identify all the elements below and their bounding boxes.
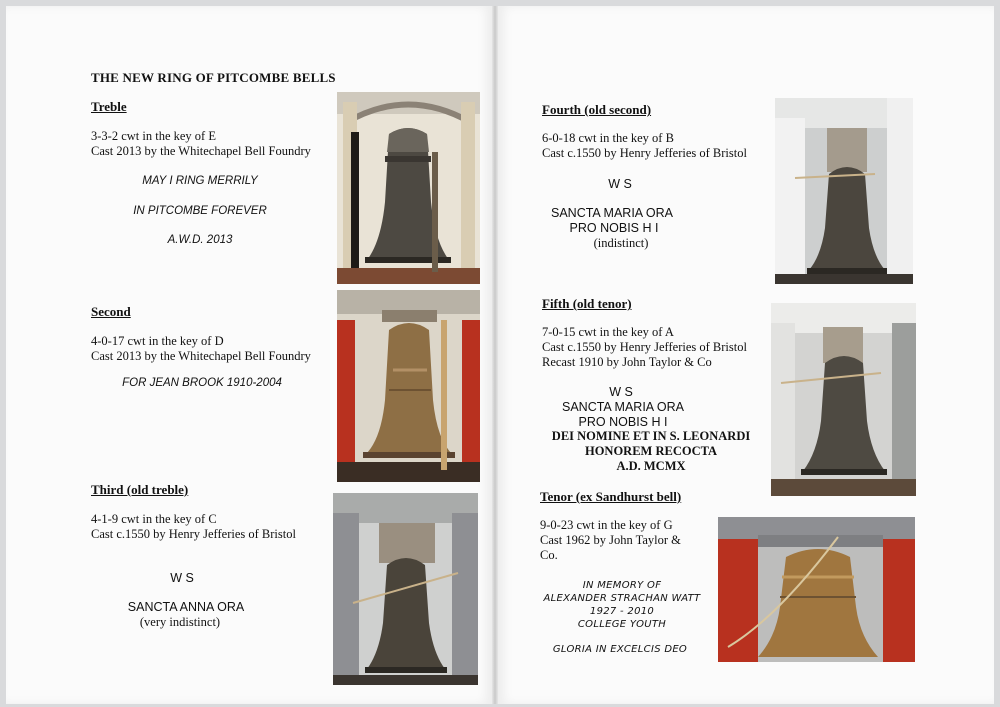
third-heading: Third (old treble) [91, 482, 189, 497]
fourth-note: (indistinct) [593, 236, 649, 250]
fifth-heading: Fifth (old tenor) [542, 296, 632, 311]
third-mark: W S [170, 571, 194, 585]
fourth-inscription-1: SANCTA MARIA ORA [550, 206, 674, 220]
third-weight: 4-1-9 cwt in the key of C [91, 512, 217, 526]
fifth-inscription-2: PRO NOBIS H I [578, 415, 668, 429]
tenor-cast-line1: Cast 1962 by John Taylor & [540, 533, 681, 547]
third-inscription-1: SANCTA ANNA ORA [127, 600, 245, 614]
fourth-bell-photo [775, 98, 913, 284]
treble-inscription-2: IN PITCOMBE FOREVER [133, 205, 267, 217]
tenor-cast-line2: Co. [540, 548, 558, 562]
second-cast: Cast 2013 by the Whitechapel Bell Foundry [91, 349, 311, 363]
fifth-inscription-bold-1: DEI NOMINE ET IN S. LEONARDI [551, 429, 751, 443]
tenor-inscription-3: 1927 - 2010 [589, 606, 655, 617]
treble-inscription-1: MAY I RING MERRILY [142, 175, 258, 187]
fifth-recast: Recast 1910 by John Taylor & Co [542, 355, 712, 369]
fourth-weight: 6-0-18 cwt in the key of B [542, 131, 674, 145]
fifth-inscription-1: SANCTA MARIA ORA [561, 400, 685, 414]
fifth-mark: W S [609, 385, 633, 399]
third-bell-photo [333, 493, 478, 685]
fifth-cast: Cast c.1550 by Henry Jefferies of Bristol [542, 340, 747, 354]
second-heading: Second [91, 304, 131, 319]
tenor-inscription-4: COLLEGE YOUTH [577, 619, 667, 630]
treble-weight: 3-3-2 cwt in the key of E [91, 129, 216, 143]
second-inscription-1: FOR JEAN BROOK 1910-2004 [122, 377, 282, 389]
fifth-bell-photo [771, 303, 916, 496]
fifth-inscription-bold-2: HONOREM RECOCTA [584, 444, 718, 458]
fifth-inscription-bold-3: A.D. MCMX [616, 459, 686, 473]
page-title: THE NEW RING OF PITCOMBE BELLS [91, 70, 336, 85]
fourth-cast: Cast c.1550 by Henry Jefferies of Bristol [542, 146, 747, 160]
treble-heading: Treble [91, 99, 127, 114]
treble-bell-photo [337, 92, 480, 284]
tenor-inscription-1: IN MEMORY OF [582, 580, 662, 591]
tenor-bell-photo [718, 517, 915, 662]
tenor-heading: Tenor (ex Sandhurst bell) [540, 489, 682, 504]
tenor-inscription-2: ALEXANDER STRACHAN WATT [543, 593, 701, 604]
treble-cast: Cast 2013 by the Whitechapel Bell Foundry [91, 144, 311, 158]
tenor-motto: GLORIA IN EXCELCIS DEO [552, 644, 688, 655]
second-weight: 4-0-17 cwt in the key of D [91, 334, 224, 348]
third-note: (very indistinct) [139, 615, 221, 629]
second-bell-photo [337, 290, 480, 482]
third-cast: Cast c.1550 by Henry Jefferies of Bristol [91, 527, 296, 541]
treble-inscription-3: A.W.D. 2013 [167, 234, 233, 246]
tenor-weight: 9-0-23 cwt in the key of G [540, 518, 673, 532]
fourth-heading: Fourth (old second) [542, 102, 652, 117]
fourth-mark: W S [608, 177, 632, 191]
fourth-inscription-2: PRO NOBIS H I [569, 221, 659, 235]
fifth-weight: 7-0-15 cwt in the key of A [542, 325, 674, 339]
